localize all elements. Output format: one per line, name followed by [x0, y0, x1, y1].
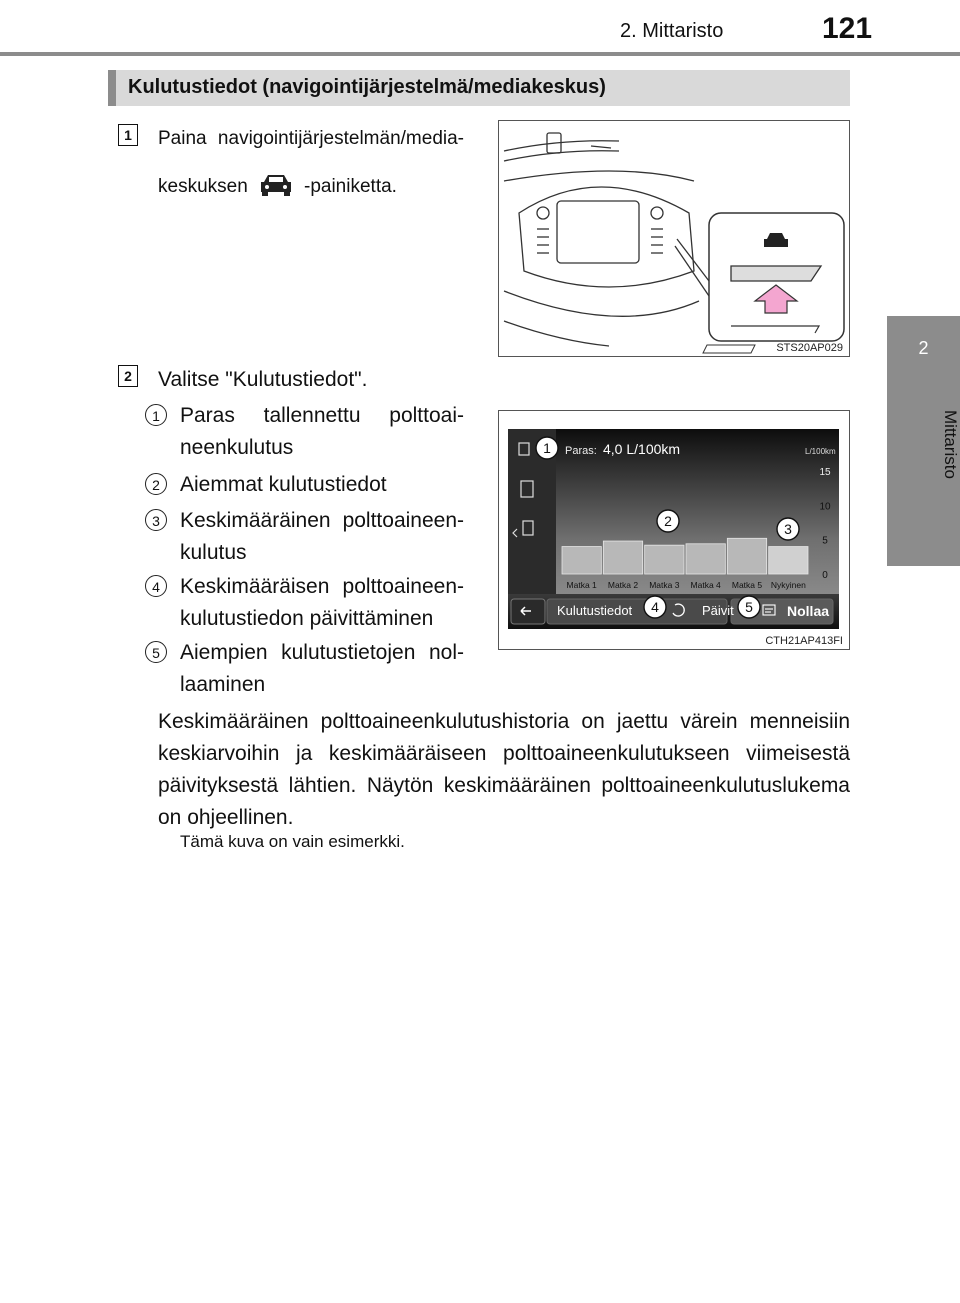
svg-text:1: 1 [543, 440, 551, 456]
svg-text:2: 2 [664, 513, 672, 529]
category-label-6: Nykyinen [770, 580, 806, 590]
category-label-4: Matka 4 [690, 580, 721, 590]
item-3-line-2: kulutus [180, 541, 247, 564]
footer-title: Kulutustiedot [557, 603, 633, 618]
callout-2 [657, 510, 679, 532]
svg-text:4: 4 [651, 599, 659, 615]
bar-3 [645, 545, 684, 574]
bar-5 [727, 538, 766, 574]
item-3-number: 3 [145, 509, 167, 531]
category-label-5: Matka 5 [731, 580, 763, 590]
bar-1 [562, 547, 601, 574]
reset-label: Nollaa [787, 603, 830, 619]
body-paragraph: Keskimääräinen polttoaineenkulutushistoria on jaettu värein menneisiin keskiarvoihin ja keskimääräiseen polttoaineenkulutukseen viimeisestä päivityksestä lähtien. Näytön keskimääräinen polttoaineenkulutuslukema on ohjeellinen. [158, 710, 850, 829]
step-2-marker: 2 [118, 365, 138, 387]
header-rule [0, 52, 960, 56]
side-chapter-number: 2 [918, 338, 929, 358]
unit-label: L/100km [805, 447, 836, 456]
category-label-3: Matka 3 [649, 580, 680, 590]
item-2-number: 2 [145, 473, 167, 495]
item-1-number: 1 [145, 404, 167, 426]
callout-3 [777, 518, 799, 540]
callout-4 [644, 596, 666, 618]
bar-6 [769, 547, 808, 574]
best-value: 4,0 L/100km [603, 441, 681, 457]
item-5-line-1: Aiempien kulutustietojen nol- [180, 641, 464, 664]
item-4-line-1: Keskimääräisen polttoaineen- [180, 575, 464, 598]
step-1-line-1: Paina navigointijärjestelmän/media- [158, 128, 464, 149]
item-1-line-1: Paras tallennettu polttoai- [180, 404, 464, 427]
y-tick-15: 15 [819, 467, 831, 478]
example-note: Tämä kuva on vain esimerkki. [180, 832, 405, 851]
y-tick-10: 10 [819, 501, 831, 513]
step-1-line-2-end: -painiketta. [304, 176, 397, 197]
y-tick-5: 5 [822, 535, 828, 547]
best-label: Paras: [565, 445, 597, 457]
header-section-title: 2. Mittaristo [620, 20, 724, 42]
item-5-number: 5 [145, 641, 167, 663]
bar-4 [686, 544, 725, 574]
figure-2-caption: CTH21AP413FI [765, 635, 843, 647]
step-2-text: Valitse "Kulutustiedot". [158, 368, 368, 391]
step-1-line-2-start: keskuksen [158, 176, 248, 197]
dashboard-illustration [498, 120, 850, 357]
svg-text:3: 3 [784, 521, 792, 537]
bar-2 [603, 541, 642, 574]
figure-1-caption: STS20AP029 [776, 342, 843, 354]
item-3-line-1: Keskimääräinen polttoaineen- [180, 509, 464, 532]
item-2-line-1: Aiemmat kulutustiedot [180, 473, 387, 496]
callout-5 [738, 596, 760, 618]
side-chapter-label: Mittaristo [941, 410, 960, 479]
item-1-line-2: neenkulutus [180, 436, 294, 459]
car-icon [256, 170, 296, 200]
section-title: Kulutustiedot (navigointijärjestelmä/mediakeskus) [128, 76, 606, 98]
update-label: Päivit [702, 603, 734, 618]
item-4-line-2: kulutustiedon päivittäminen [180, 607, 434, 630]
page-number: 121 [822, 12, 873, 45]
category-label-2: Matka 2 [607, 580, 639, 590]
item-4-number: 4 [145, 575, 167, 597]
step-1-marker: 1 [118, 124, 138, 146]
callout-1 [536, 437, 558, 459]
item-5-line-2: laaminen [180, 673, 266, 696]
svg-text:5: 5 [745, 599, 753, 615]
category-label-1: Matka 1 [566, 580, 597, 590]
y-tick-0: 0 [822, 570, 828, 581]
consumption-screen-figure [498, 410, 850, 650]
